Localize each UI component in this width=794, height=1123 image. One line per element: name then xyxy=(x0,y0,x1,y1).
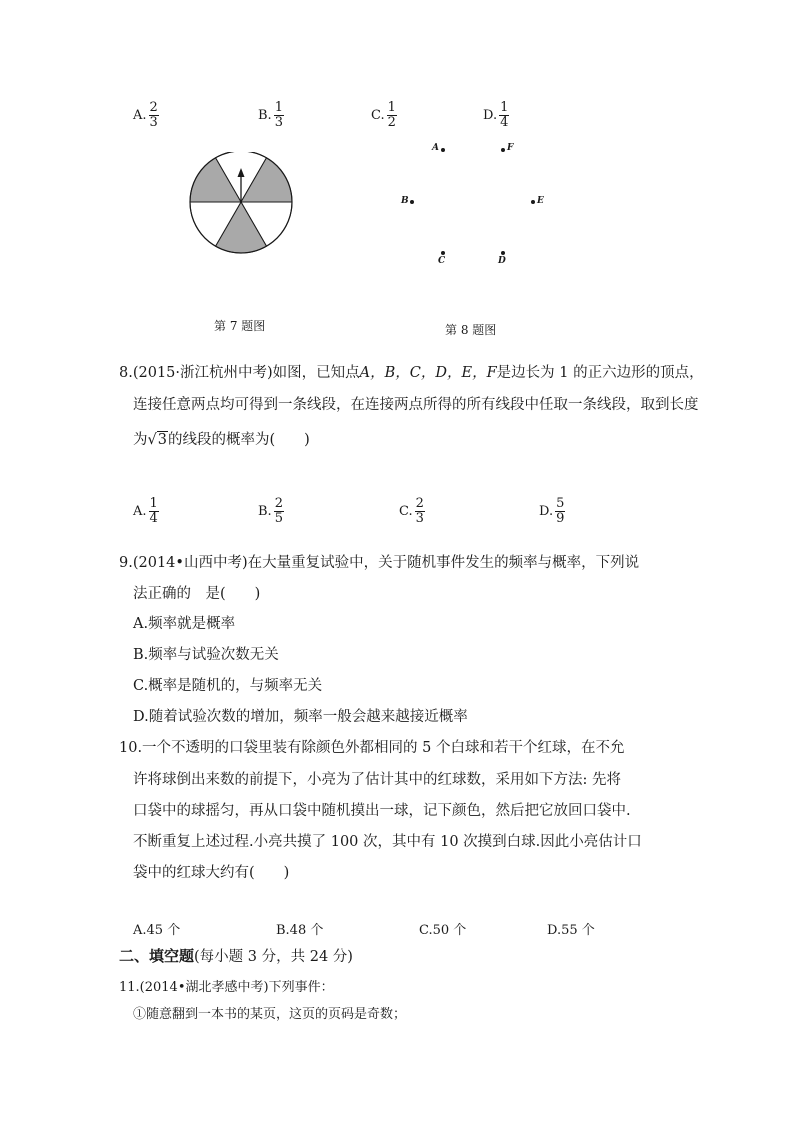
point-f xyxy=(501,148,505,152)
q8-line-1: 8.(2015·浙江杭州中考)如图，已知点A，B，C，D，E，F是边长为 1 的正六边形的顶点， xyxy=(119,365,704,381)
q7-option-c: C. $\frac{1}{2}$ xyxy=(371,100,396,130)
q9-option-c: C.概率是随机的，与频率无关 xyxy=(133,678,323,694)
q8-option-b: B. $\frac{2}{5}$ xyxy=(258,496,283,526)
point-e xyxy=(531,200,535,204)
q7-option-b: B. $\frac{1}{3}$ xyxy=(258,100,283,130)
q9-option-d: D.随着试验次数的增加，频率一般会越来越接近概率 xyxy=(133,709,468,725)
q10-option-c: C.50 个 xyxy=(419,923,467,938)
q9-option-b: B.频率与试验次数无关 xyxy=(133,647,279,663)
fraction: $\frac{2}{3}$ xyxy=(149,100,158,130)
point-a xyxy=(441,148,445,152)
q10-option-d: D.55 个 xyxy=(547,923,595,938)
point-b xyxy=(410,200,414,204)
hexagon-points-figure xyxy=(398,140,558,270)
q10-line-3: 口袋中的球摇匀，再从口袋中随机摸出一球，记下颜色，然后把它放回口袋中. xyxy=(133,803,631,819)
q8-option-a: A. $\frac{1}{4}$ xyxy=(133,496,158,526)
q7-option-a: A. $\frac{2}{3}$ xyxy=(133,100,158,130)
q10-option-b: B.48 个 xyxy=(276,923,324,938)
q8-line-2: 连接任意两点均可得到一条线段，在连接两点所得的所有线段中任取一条线段，取到长度 xyxy=(133,397,699,413)
point-label-d: D xyxy=(498,256,506,266)
q9-line-2: 法正确的 是( ) xyxy=(133,586,261,602)
fraction: $\frac{2}{5}$ xyxy=(274,496,283,526)
q8-line-3: 为√3的线段的概率为( ) xyxy=(133,432,310,448)
sqrt-symbol: √3 xyxy=(147,432,167,448)
point-label-a: A xyxy=(432,143,439,153)
q10-option-a: A.45 个 xyxy=(133,923,181,938)
fraction: $\frac{2}{3}$ xyxy=(415,496,424,526)
spinner-figure xyxy=(188,152,296,254)
q10-line-5: 袋中的红球大约有( ) xyxy=(133,865,290,881)
fraction: $\frac{1}{4}$ xyxy=(500,100,509,130)
q7-option-d: D. $\frac{1}{4}$ xyxy=(483,100,509,130)
fraction: $\frac{5}{9}$ xyxy=(556,496,565,526)
q9-option-a: A.频率就是概率 xyxy=(133,616,236,632)
fraction: $\frac{1}{4}$ xyxy=(149,496,158,526)
point-c xyxy=(441,251,445,255)
point-label-c: C xyxy=(438,256,446,266)
q10-line-1: 10.一个不透明的口袋里装有除颜色外都相同的 5 个白球和若干个红球，在不允 xyxy=(119,740,625,756)
q11-item-1: ①随意翻到一本书的某页，这页的页码是奇数； xyxy=(133,1007,407,1022)
point-label-e: E xyxy=(537,196,544,206)
figure-7-caption: 第 7 题图 xyxy=(214,319,266,333)
point-label-f: F xyxy=(507,143,514,153)
point-label-b: B xyxy=(401,196,409,206)
q8-option-d: D. $\frac{5}{9}$ xyxy=(539,496,565,526)
point-d xyxy=(501,251,505,255)
section-2-heading: 二、填空题(每小题 3 分，共 24 分) xyxy=(119,947,353,965)
q9-line-1: 9.(2014•山西中考)在大量重复试验中，关于随机事件发生的频率与概率，下列说 xyxy=(119,555,640,571)
q8-option-c: C. $\frac{2}{3}$ xyxy=(399,496,424,526)
figure-8-caption: 第 8 题图 xyxy=(445,323,497,337)
q10-line-2: 许将球倒出来数的前提下，小亮为了估计其中的红球数，采用如下方法: 先将 xyxy=(133,772,621,788)
q11-line-1: 11.(2014•湖北孝感中考)下列事件： xyxy=(119,980,334,995)
q10-line-4: 不断重复上述过程.小亮共摸了 100 次，其中有 10 次摸到白球.因此小亮估计口 xyxy=(133,834,642,850)
fraction: $\frac{1}{2}$ xyxy=(387,100,396,130)
fraction: $\frac{1}{3}$ xyxy=(274,100,283,130)
